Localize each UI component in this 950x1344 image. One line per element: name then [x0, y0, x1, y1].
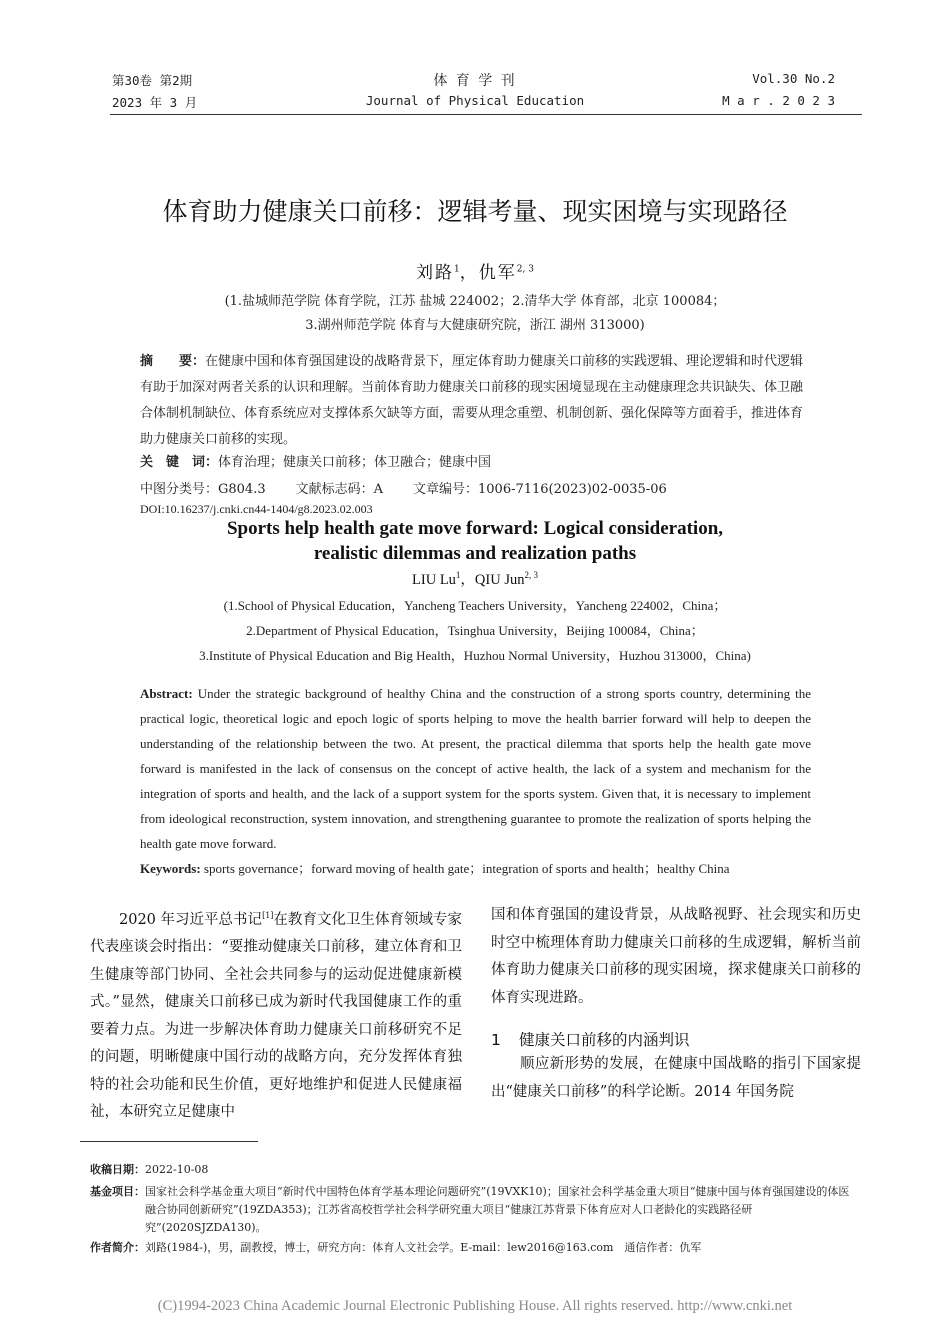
fund-text: 国家社会科学基金重大项目“新时代中国特色体育学基本理论问题研究”(19VXK10)；国家社会科学基金重大项目“健康中国与体育强国建设的体医融合协同创新研究”(19ZDA353)；江苏省高校哲学社会科学研究重大项目“健康江苏背景下体育应对人口老龄化的实践路径研究”(2020SJZDA130)。: [145, 1185, 850, 1234]
author-1-affil-en: 1: [455, 570, 461, 581]
footnote-fund: [90, 1183, 860, 1237]
header-journal-en: Journal of Physical Education: [365, 93, 585, 108]
keywords-en-text: sports governance；forward moving of health gate；integration of sports and health；healthy China: [203, 861, 730, 876]
affiliation-en-line-2: 2.Department of Physical Education，Tsinghua University，Beijing 100084，China；: [246, 623, 704, 638]
abstract-cn-text: 在健康中国和体育强国建设的战略背景下，厘定体育助力健康关口前移的实践逻辑、理论逻辑和时代逻辑有助于加深对两者关系的认识和理解。当前体育助力健康关口前移的现实困境显现在主动健康理念共识缺失、体卫融合体制机制缺位、体育系统应对支撑体系欠缺等方面，需要从理念重塑、机制创新、强化保障等方面着手，推进体育助力健康关口前移的实现。: [140, 354, 804, 447]
footnote-author: [90, 1239, 860, 1257]
paper-title-en-line-2: realistic dilemmas and realization paths: [313, 543, 637, 564]
section-1-title: 健康关口前移的内涵判识: [519, 1031, 690, 1049]
body-left-pre: 2020 年习近平总书记: [119, 911, 263, 928]
clc-number: 中图分类号：G804.3: [140, 482, 266, 497]
article-meta: [140, 478, 697, 497]
header-rule: [110, 114, 862, 115]
author-2-affil-en: 2, 3: [524, 570, 538, 581]
affiliation-cn-line-1: (1.盐城师范学院 体育学院，江苏 盐城 224002；2.清华大学 体育部，北京 100084；: [224, 294, 726, 309]
keywords-cn-text: 体育治理；健康关口前移；体卫融合；健康中国: [218, 455, 492, 470]
article-number: 文章编号：1006-7116(2023)02-0035-06: [413, 482, 667, 497]
document-code: 文献标志码：A: [295, 482, 383, 497]
abstract-en-text: Under the strategic background of healthy China and the construction of a strong sports country, determining the practical logic, theoretical logic and epoch logic of sports helping to move the health barrier forward will help to deepen the understanding of the relationship between the two. At present, the practical dilemma that sports help the health gate move forward is manifested in the lack of consensus on the concept of active health, the lack of a system and mechanism for the integration of sports and health, and the lack of a support system for the sports system. Given that, it is necessary to implement from ideological reconstruction, system innovation, and strengthening guarantee to promote the realization of sports helping the health gate move forward.: [140, 686, 811, 851]
abstract-en-label: Abstract:: [140, 686, 193, 701]
author-2-en: QIU Jun: [474, 572, 525, 588]
body-right-paragraph-top: 国和体育强国的建设背景，从战略视野、社会现实和历史时空中梳理体育助力健康关口前移的生成逻辑，解析当前体育助力健康关口前移的现实困境，探求健康关口前移的体育实现进路。: [491, 907, 861, 1006]
keywords-en-label: Keywords:: [140, 861, 201, 876]
keywords-en: [140, 856, 811, 881]
footnote-received: [90, 1161, 860, 1179]
abstract-en: [140, 681, 811, 856]
affiliation-en-line-1: (1.School of Physical Education，Yancheng Teachers University，Yancheng 224002，China；: [223, 598, 727, 613]
author-sep-en: ，: [460, 572, 475, 588]
fund-label: 基金项目：: [90, 1185, 145, 1198]
header-date-en: M a r . 2 0 2 3: [722, 93, 835, 108]
author-1-affil-cn: 1: [454, 264, 460, 275]
footnote-rule: [80, 1141, 258, 1142]
body-right-paragraph-bottom: 顺应新形势的发展，在健康中国战略的指引下国家提出“健康关口前移”的科学论断。2014 年国务院: [491, 1056, 861, 1100]
body-left-paragraph: [90, 902, 462, 1127]
keywords-cn-label: 关 键 词：: [140, 455, 219, 470]
author-bio-text: 刘路(1984-)，男，副教授，博士，研究方向：体育人文社会学。E-mail：lew2016@163.com 通信作者：仇军: [145, 1241, 702, 1254]
abstract-cn: [140, 349, 815, 453]
doi: DOI:10.16237/j.cnki.cn44-1404/g8.2023.02.003: [140, 502, 373, 516]
section-1-number: 1: [491, 1031, 501, 1049]
authors-en: [0, 568, 950, 589]
author-2-cn: 仇军: [478, 263, 517, 283]
header-date-cn: 2023 年 3 月: [112, 95, 198, 110]
paper-title-en-line-1: Sports help health gate move forward: Logical consideration,: [226, 518, 724, 539]
section-1-heading: [491, 1028, 690, 1050]
paper-title-cn: 体育助力健康关口前移：逻辑考量、现实困境与实现路径: [162, 197, 788, 226]
affiliation-cn-line-2: 3.湖州师范学院 体育与大健康研究院，浙江 湖州 313000): [305, 318, 645, 333]
author-2-affil-cn: 2, 3: [516, 264, 534, 275]
body-left-post: 在教育文化卫生体育领域专家代表座谈会时指出：“要推动健康关口前移，建立体育和卫生健康等部门协同、全社会共同参与的运动促进健康新模式。”显然，健康关口前移已成为新时代我国健康工作的重要着力点。为进一步解决体育助力健康关口前移研究不足的问题，明晰健康中国行动的战略方向，充分发挥体育独特的社会功能和民生价值，更好地维护和促进人民健康福祉，本研究立足健康中: [90, 911, 463, 1121]
received-label: 收稿日期：: [90, 1163, 145, 1176]
affiliation-en-line-3: 3.Institute of Physical Education and Big Health，Huzhou Normal University，Huzhou 313000，China): [199, 648, 751, 663]
header-volume-en: Vol.30 No.2: [752, 71, 835, 86]
author-1-cn: 刘路: [416, 263, 455, 283]
header-volume-cn: 第30卷 第2期: [112, 73, 193, 88]
received-date: 2022-10-08: [145, 1163, 209, 1176]
author-bio-label: 作者简介：: [90, 1241, 145, 1254]
abstract-cn-label: 摘 要：: [140, 354, 206, 369]
authors-cn: [0, 258, 950, 283]
header-journal-cn: 体 育 学 刊: [433, 73, 517, 89]
author-1-en: LIU Lu: [412, 572, 456, 588]
keywords-cn: [140, 450, 815, 476]
author-sep-cn: ，: [459, 263, 479, 283]
copyright-watermark: (C)1994-2023 China Academic Journal Electronic Publishing House. All rights reserved. http://www.cnki.net: [157, 1298, 793, 1314]
citation-1: [1]: [262, 911, 274, 920]
